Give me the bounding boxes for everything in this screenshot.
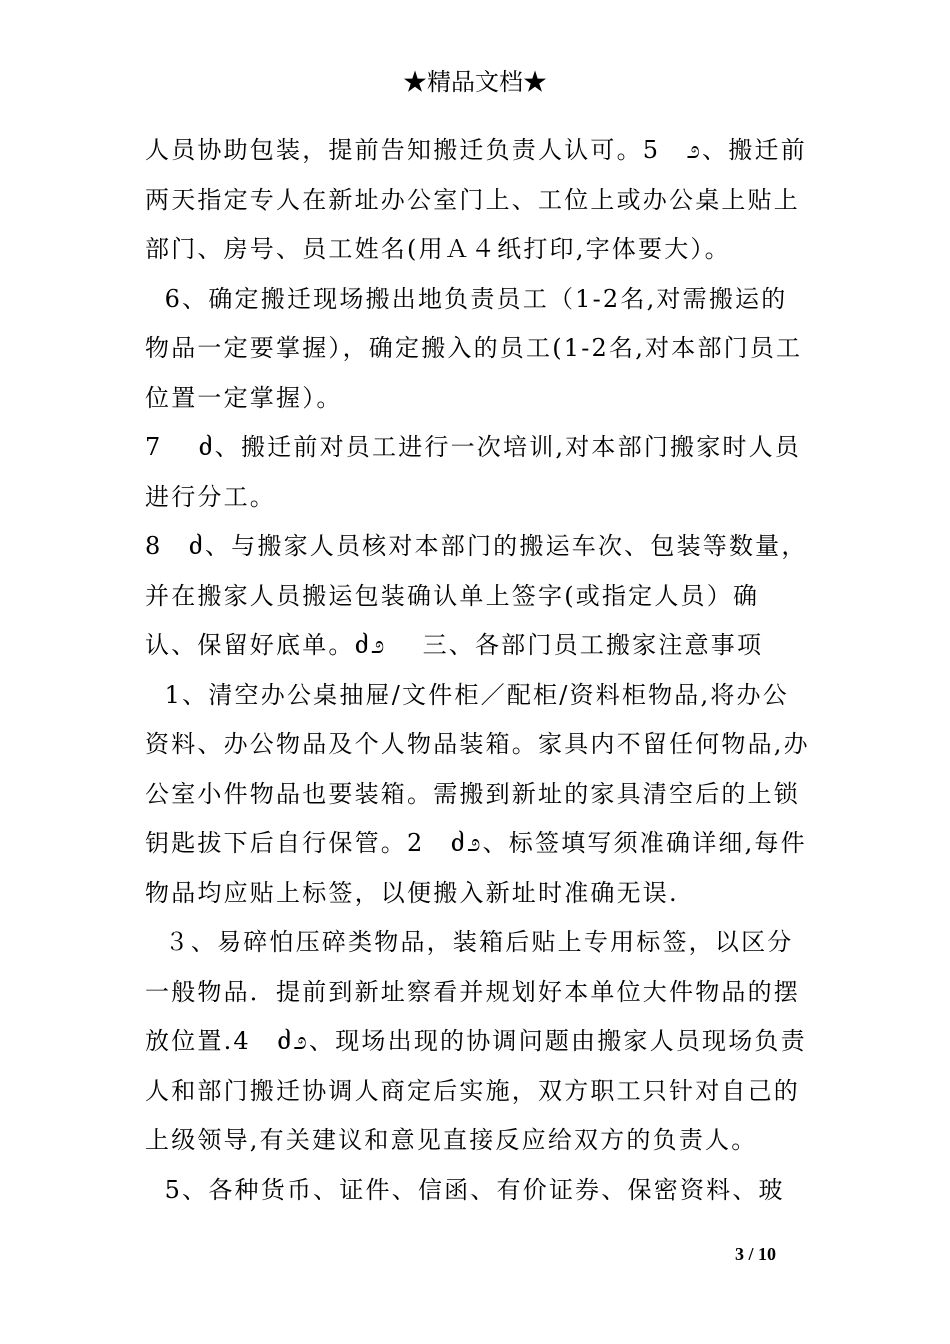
paragraph: 6、确定搬迁现场搬出地负责员工（1-2名,对需搬运的物品一定要掌握），确定搬入的员工(1-2名,对本部门员工位置一定掌握）。 [145,284,803,412]
paragraph: ３、易碎怕压碎类物品，装箱后贴上专用标签，以区分一般物品．提前到新址察看并规划好本单位大件物品的摆放位置.4 ძ೨、现场出现的协调问题由搬家人员现场负责人和部门搬迁协调人商定后实施，双方职工只针对自己的上级领导,有关建议和意见直接反应给双方的负责人。 [145,928,807,1154]
document-body [145,126,810,1215]
paragraph: 5、各种货币、证件、信函、有价证券、保密资料、玻 [145,1175,785,1204]
page-header-title: ★精品文档★ [403,68,547,96]
page-number: 3 / 10 [735,1244,777,1264]
paragraph: 8 ძ、与搬家人员核对本部门的搬运车次、包装等数量，并在搬家人员搬运包装确认单上签字(或指定人员）确认、保留好底单。ძ೨ 三、各部门员工搬家注意事项 [145,532,808,659]
paragraph: 7 ძ、搬迁前对员工进行一次培训,对本部门搬家时人员进行分工。 [145,433,802,511]
paragraph: 1、清空办公桌抽屉/文件柜／配柜/资料柜物品,将办公资料、办公物品及个人物品装箱。家具内不留任何物品,办公室小件物品也要装箱。需搬到新址的家具清空后的上锁钥匙拔下后自行保管。2 ძ೨、标签填写须准确详细,每件物品均应贴上标签，以便搬入新址时准确无误. [145,680,810,907]
paragraph: 人员协助包装，提前告知搬迁负责人认可。5 ೨、搬迁前两天指定专人在新址办公室门上、工位上或办公桌上贴上部门、房号、员工姓名(用Ａ４纸打印,字体要大）。 [145,136,807,263]
